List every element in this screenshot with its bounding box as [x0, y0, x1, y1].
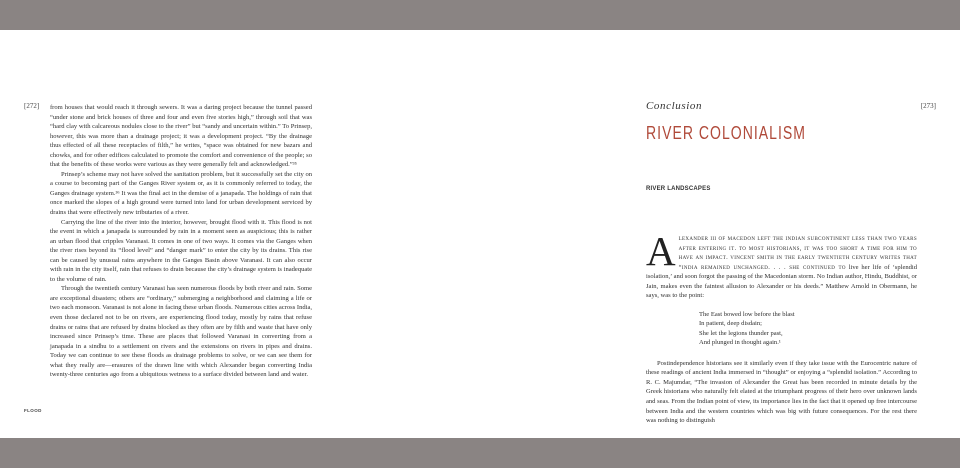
- running-footer: FLOOD: [24, 408, 42, 413]
- paragraph: Postindependence historians see it similarly even if they take issue with the Eurocentric nature of these readings of ancient India immersed in “thought” or enjoying a “splendid isolation.” According to R. C. Majumdar, “The invasion of Alexander the Great has been recorded in minute details by the Greek historians who naturally felt elated at the triumphant progress of their hero over unknown lands and seas. From the Indian point of view, its importance lies in the fact that it opened up free intercourse between India and the western countries which was big with future consequences. For the rest there was nothing to distinguish: [646, 359, 917, 425]
- verse-line: The East bowed low before the blast: [699, 310, 795, 318]
- verse-line: And plunged in thought again.¹: [699, 339, 781, 347]
- left-page: [0, 30, 480, 438]
- section-heading: RIVER LANDSCAPES: [646, 186, 711, 192]
- opening-paragraph-rest: live her life of ‘splendid isolation,’ and soon forgot the passing of the Macedonian storm. No Indian author, Hindu, Buddhist, or Jain, makes even the faintest allusion to Alexander or his deeds.” Matthew Arnold in Obermann, he says, was to the point:: [646, 263, 917, 300]
- paragraph: Prinsep’s scheme may not have solved the sanitation problem, but it successfully set the city on a course to becoming part of the Ganges River system or, as it is commonly referred to today, the Ganges drainage system.³⁶ It was the final act in the demise of a janapada. The holdings of rain that once marked the slopes of a high ground were turned into land for urban development serviced by drains that were effectively new tributaries of a river.: [50, 170, 312, 217]
- drop-cap: A: [646, 228, 676, 274]
- verse-quote: [699, 310, 917, 348]
- verse-line: She let the legions thunder past,: [699, 329, 783, 337]
- verse-line: In patient, deep disdain;: [699, 320, 762, 328]
- right-body-text: [646, 228, 917, 426]
- paragraph: Through the twentieth century Varanasi has seen numerous floods by both river and rain. Some are exceptional disasters; others are “ordinary,” submerging a neighborhood and claiming a life or two each monsoon. Varanasi is not alone in facing these urban floods. Numerous cities across India, even those declared not to be on rivers, are experiencing flood today, mostly by rains that refuse drains or rains that are refused by drains blocked as they often are by filth and waste that have only increased since Prinsep’s time. These are places that followed Varanasi in converting from a janapada in a sindhu to a settlement on rivers and the extensions on rivers in pipes and drains. Today we can continue to see these floods as drainage problems to solve, or we can see them for what they really are—erasures of the drawn line with which Alexander began converting India twenty-three centuries ago from a ubiquitous wetness to a surface divided between land and water.: [50, 285, 312, 379]
- chapter-title: RIVER COLONIALISM: [646, 123, 807, 143]
- left-body-text: [50, 103, 312, 380]
- chapter-kicker: Conclusion: [646, 100, 703, 112]
- book-spread: [0, 30, 960, 438]
- page-number-left: [272]: [24, 102, 40, 110]
- opening-paragraph: [646, 228, 917, 301]
- page-number-right: [273]: [920, 102, 936, 110]
- paragraph: from houses that would reach it through sewers. It was a daring project because the tunnel passed “under stone and brick houses of three and four and even five stories high,” through soil that was “hard clay with calcareous nodules close to the river” but “sandy and uncertain within.” To Prinsep, however, this was more than a drainage project; it was a development project. “By the drainage thus effected of all these receptacles of filth,” he writes, “space was obtained for new bazars and chowks, and for other edifices calculated to promote the comfort and convenience of the people; so that the benefits of these works were various as they were generally felt and acknowledged.”³⁵: [50, 104, 312, 169]
- right-page: [480, 30, 960, 438]
- lead-in-small-caps: lexander iii of macedon left the indian subcontinent less than two years after entering it. to most historians, it was too short a time for him to have an impact. vincent smith in the early twentieth century writes that “india remained unchanged. . . . she continued to: [678, 235, 917, 271]
- paragraph: Carrying the line of the river into the interior, however, brought flood with it. This flood is not the event in which a janapada is surrounded by rain in a moment seen as auspicious; this is rather an urban flood that cripples Varanasi. It comes in one of two ways. It comes via the Ganges when the river rises beyond its “flood level” and “danger mark” to enter the city by its drains. This rise can be caused by unusual rains anywhere in the Ganges Basin above Varanasi. It can also occur with rain in the city itself, rain that refuses to drain because the city’s drainage system is inadequate to the volume of rain.: [50, 218, 312, 283]
